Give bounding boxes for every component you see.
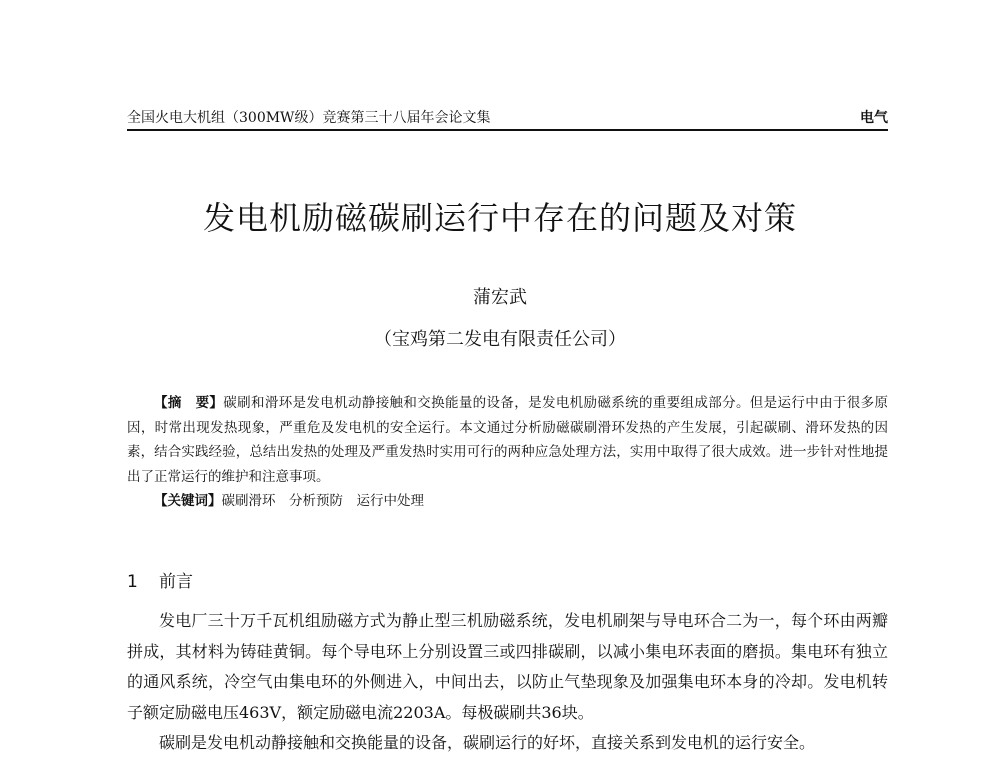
- section-heading: [127, 567, 193, 592]
- header-rule: [127, 129, 888, 131]
- paper-title: 发电机励磁碳刷运行中存在的问题及对策: [202, 199, 797, 237]
- body-paragraph-2: 碳刷是发电机动静接触和交换能量的设备，碳刷运行的好坏，直接关系到发电机的运行安全。: [159, 733, 816, 752]
- section-number: 1: [127, 572, 138, 592]
- keywords-label: 【关键词】: [154, 493, 222, 509]
- running-header-proceedings: 全国火电大机组（300MW级）竞赛第三十八届年会论文集: [127, 110, 491, 126]
- abstract-label: 【摘 要】: [154, 395, 224, 411]
- abstract-text: 碳刷和滑环是发电机动静接触和交换能量的设备，是发电机励磁系统的重要组成部分。但是运行中由于很多原因，时常出现发热现象，严重危及发电机的安全运行。本文通过分析励磁碳刷滑环发热的产生发展，引起碳刷、滑环发热的因素，结合实践经验，总结出发热的处理及严重发热时实用可行的两种应急处理方法，实用中取得了很大成效。进一步针对性地提出了正常运行的维护和注意事项。: [127, 395, 889, 485]
- body-text: [127, 606, 888, 759]
- body-paragraph-1: 发电厂三十万千瓦机组励磁方式为静止型三机励磁系统，发电机刷架与导电环合二为一，每个环由两瓣拼成，其材料为铸硅黄铜。每个导电环上分别设置三或四排碳刷，以减小集电环表面的磨损。集电环有独立的通风系统，冷空气由集电环的外侧进入，中间出去，以防止气垫现象及加强集电环本身的冷却。发电机转子额定励磁电压463V，额定励磁电流2203A。每极碳刷共36块。: [127, 611, 888, 722]
- running-header: [127, 107, 888, 129]
- abstract-block: [127, 391, 888, 514]
- abstract-paragraph: [127, 391, 888, 489]
- keywords-text: 碳刷滑环 分析预防 运行中处理: [221, 493, 424, 509]
- keywords-paragraph: [127, 489, 888, 514]
- author-name: 蒲宏武: [473, 287, 527, 308]
- author-affiliation: （宝鸡第二发电有限责任公司）: [374, 329, 626, 350]
- running-header-section: 电气: [860, 110, 888, 126]
- section-title: 前言: [159, 572, 193, 592]
